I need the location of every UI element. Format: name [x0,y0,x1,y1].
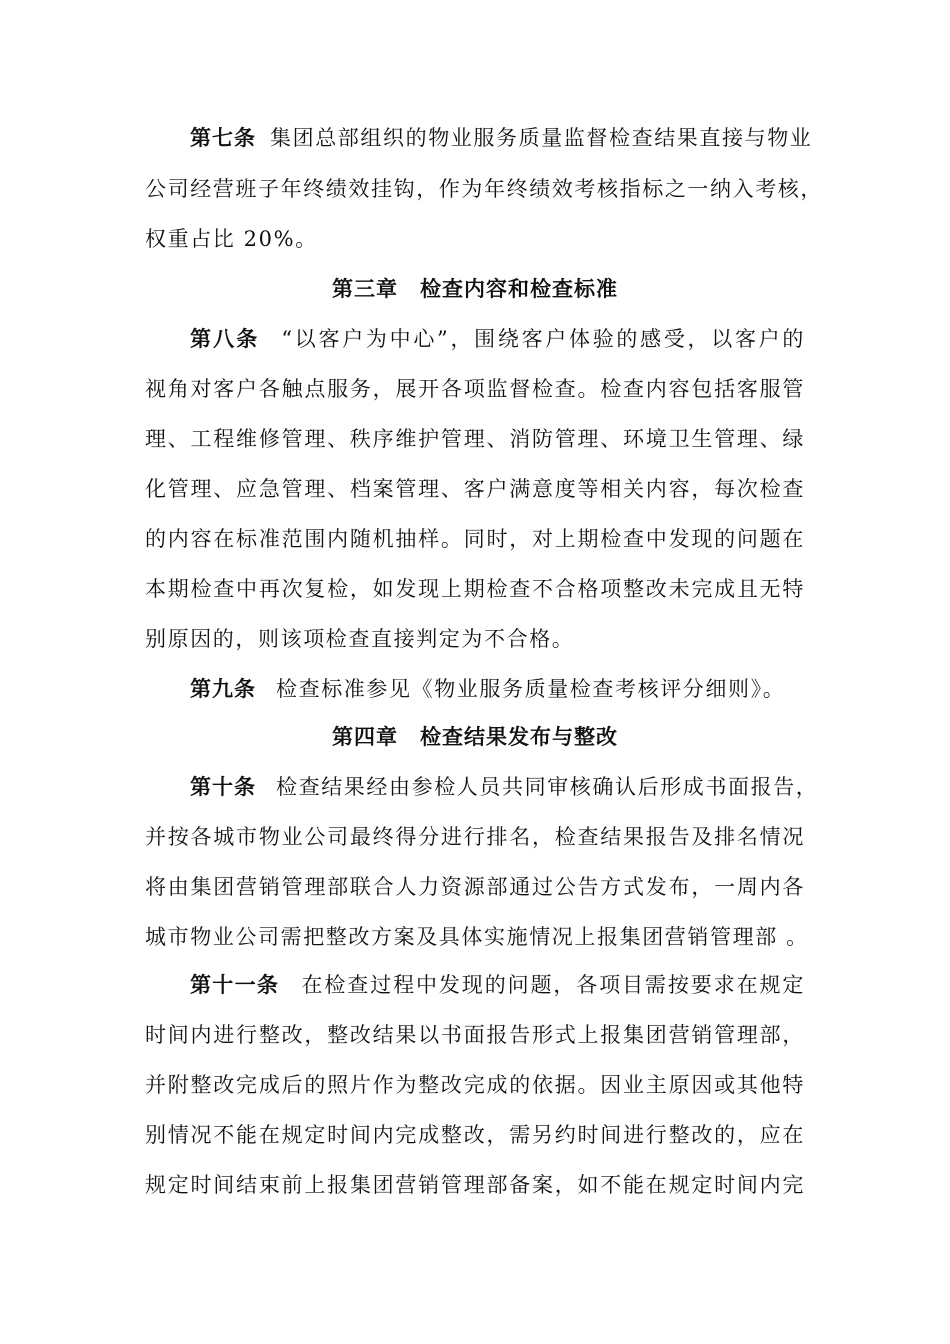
article-11-line-2: 时间内进行整改，整改结果以书面报告形式上报集团营销管理部， [145,1023,805,1047]
article-11-line-3: 并附整改完成后的照片作为整改完成的依据。因业主原因或其他特 [145,1073,805,1097]
article-7-line-3: 权重占比 20%。 [145,227,318,251]
article-9-line-1 [190,674,805,704]
article-7-label: 第七条 [190,126,256,150]
article-8-line-3: 理、工程维修管理、秩序维护管理、消防管理、环境卫生管理、绿 [145,427,805,451]
article-10-line-3: 将由集团营销管理部联合人力资源部通过公告方式发布，一周内各 [145,875,805,899]
article-10-line-2: 并按各城市物业公司最终得分进行排名，检查结果报告及排名情况 [145,825,805,849]
article-11-line-1 [190,970,805,1000]
article-9-text-1: 检查标准参见《物业服务质量检查考核评分细则》。 [276,677,786,701]
article-8-line-7: 别原因的，则该项检查直接判定为不合格。 [145,627,575,651]
article-7-line-1 [190,123,813,153]
article-8-line-4: 化管理、应急管理、档案管理、客户满意度等相关内容，每次检查 [145,477,805,501]
article-8-label: 第八条 [190,327,260,351]
article-10-line-1 [190,772,819,802]
article-7-text-1: 集团总部组织的物业服务质量监督检查结果直接与物业 [270,126,813,150]
article-11-line-4: 别情况不能在规定时间内完成整改，需另约时间进行整改的，应在 [145,1123,805,1147]
article-11-label: 第十一条 [190,973,280,997]
article-8-line-2: 视角对客户各触点服务，展开各项监督检查。检查内容包括客服管 [145,377,805,401]
article-7-line-2: 公司经营班子年终绩效挂钩，作为年终绩效考核指标之一纳入考核， [145,177,823,201]
chapter-3-heading: 第三章 检查内容和检查标准 [332,277,618,301]
article-8-line-5: 的内容在标准范围内随机抽样。同时，对上期检查中发现的问题在 [145,527,805,551]
article-8-text-1: “以客户为中心”，围绕客户体验的感受，以客户的 [281,327,805,351]
chapter-4-heading: 第四章 检查结果发布与整改 [332,725,618,749]
article-11-text-1: 在检查过程中发现的问题，各项目需按要求在规定 [301,973,805,997]
article-11-line-5: 规定时间结束前上报集团营销管理部备案，如不能在规定时间内完 [145,1173,805,1197]
article-8-line-6: 本期检查中再次复检，如发现上期检查不合格项整改未完成且无特 [145,577,805,601]
article-8-line-1 [190,324,805,354]
article-10-label: 第十条 [190,775,256,799]
article-10-line-4: 城市物业公司需把整改方案及具体实施情况上报集团营销管理部 。 [145,925,809,949]
article-10-text-1: 检查结果经由参检人员共同审核确认后形成书面报告， [276,775,819,799]
article-9-label: 第九条 [190,677,256,701]
